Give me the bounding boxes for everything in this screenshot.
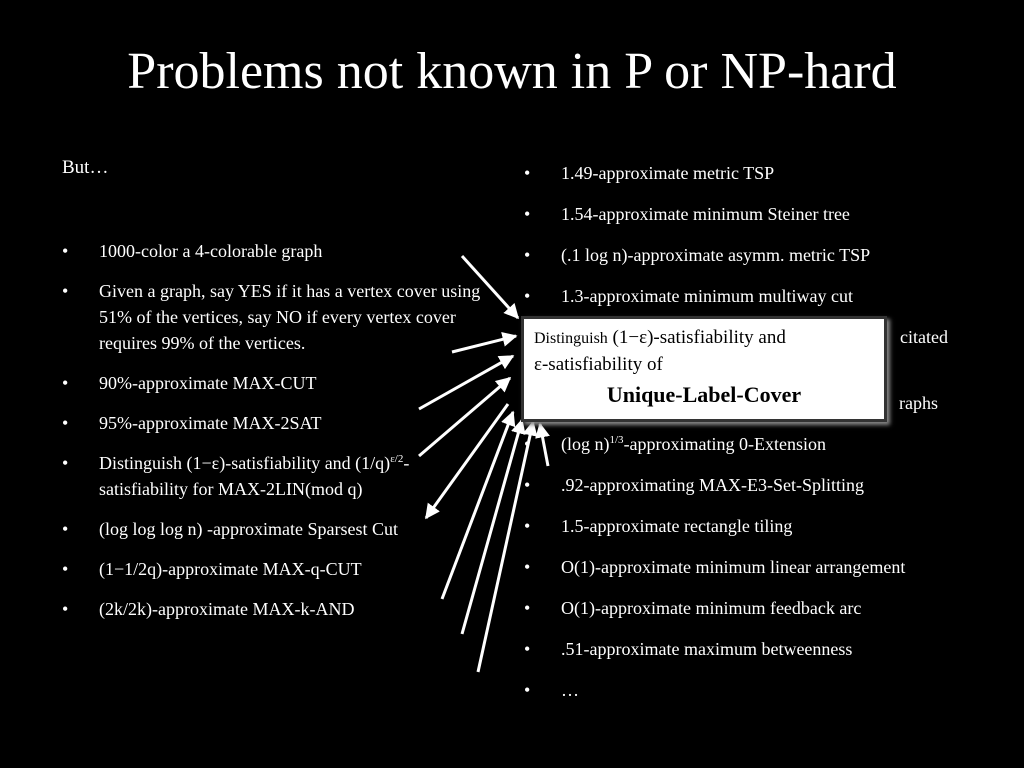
slide-title: Problems not known in P or NP-hard: [127, 43, 897, 100]
bullet-icon: •: [524, 680, 531, 700]
list-item: • 1.3-approximate minimum multiway cut: [524, 283, 1004, 309]
bullet-icon: •: [524, 245, 531, 265]
bullet-icon: •: [524, 557, 531, 577]
bullet-icon: •: [62, 413, 69, 433]
bullet-icon: •: [62, 519, 69, 539]
list-item: • …: [524, 677, 1004, 703]
list-item: • Distinguish (1−ε)-satisfiability and $(1/q)^{\varepsilon/2}$-satisfiability for MAX-2LIN(mod q): [62, 450, 492, 502]
list-item: • (log n)$^{1/3}$-approximating 0-Extension: [524, 431, 1004, 457]
list-item: • Given a graph, say YES if it has a vertex cover using 51% of the vertices, say NO if every vertex cover requires 99% of the vertices.: [62, 278, 492, 356]
left-problem-list: [62, 238, 492, 636]
list-item: citated: [900, 327, 948, 347]
bullet-icon: •: [62, 599, 69, 619]
list-item: • (log log log n) -approximate Sparsest Cut: [62, 516, 492, 542]
list-item: raphs: [899, 393, 938, 413]
bullet-icon: •: [62, 559, 69, 579]
list-item: • (1−1/2q)-approximate MAX-q-CUT: [62, 556, 492, 582]
bullet-icon: •: [524, 598, 531, 618]
bullet-icon: •: [524, 516, 531, 536]
list-item: • 95%-approximate MAX-2SAT: [62, 410, 492, 436]
list-item: • .92-approximating MAX-E3-Set-Splitting: [524, 472, 1004, 498]
bullet-icon: •: [524, 286, 531, 306]
bullet-icon: •: [524, 434, 531, 454]
list-item: • (2k/2k)-approximate MAX-k-AND: [62, 596, 492, 622]
list-item: • O(1)-approximate minimum feedback arc: [524, 595, 1004, 621]
bullet-icon: •: [524, 163, 531, 183]
bullet-icon: •: [62, 241, 69, 261]
list-item: • (.1 log n)-approximate asymm. metric TSP: [524, 242, 1004, 268]
bullet-icon: •: [524, 475, 531, 495]
list-item: • 90%-approximate MAX-CUT: [62, 370, 492, 396]
list-item: • 1.54-approximate minimum Steiner tree: [524, 201, 1004, 227]
list-item: • O(1)-approximate minimum linear arrangement: [524, 554, 1004, 580]
list-item: • 1.49-approximate metric TSP: [524, 160, 1004, 186]
bullet-icon: •: [62, 373, 69, 393]
list-item: • 1000-color a 4-colorable graph: [62, 238, 492, 264]
bullet-icon: •: [62, 281, 69, 301]
intro-text: But…: [62, 157, 109, 178]
list-item: • .51-approximate maximum betweenness: [524, 636, 1004, 662]
bullet-icon: •: [62, 453, 69, 473]
callout-title: Unique-Label-Cover: [606, 382, 802, 407]
right-problem-list: [524, 160, 1004, 718]
bullet-icon: •: [524, 639, 531, 659]
unique-label-cover-callout: Distinguish (1−ε)-satisfiability and ε-satisfiability of Unique-Label-Cover: [521, 316, 887, 422]
list-item: • 1.5-approximate rectangle tiling: [524, 513, 1004, 539]
bullet-icon: •: [524, 204, 531, 224]
